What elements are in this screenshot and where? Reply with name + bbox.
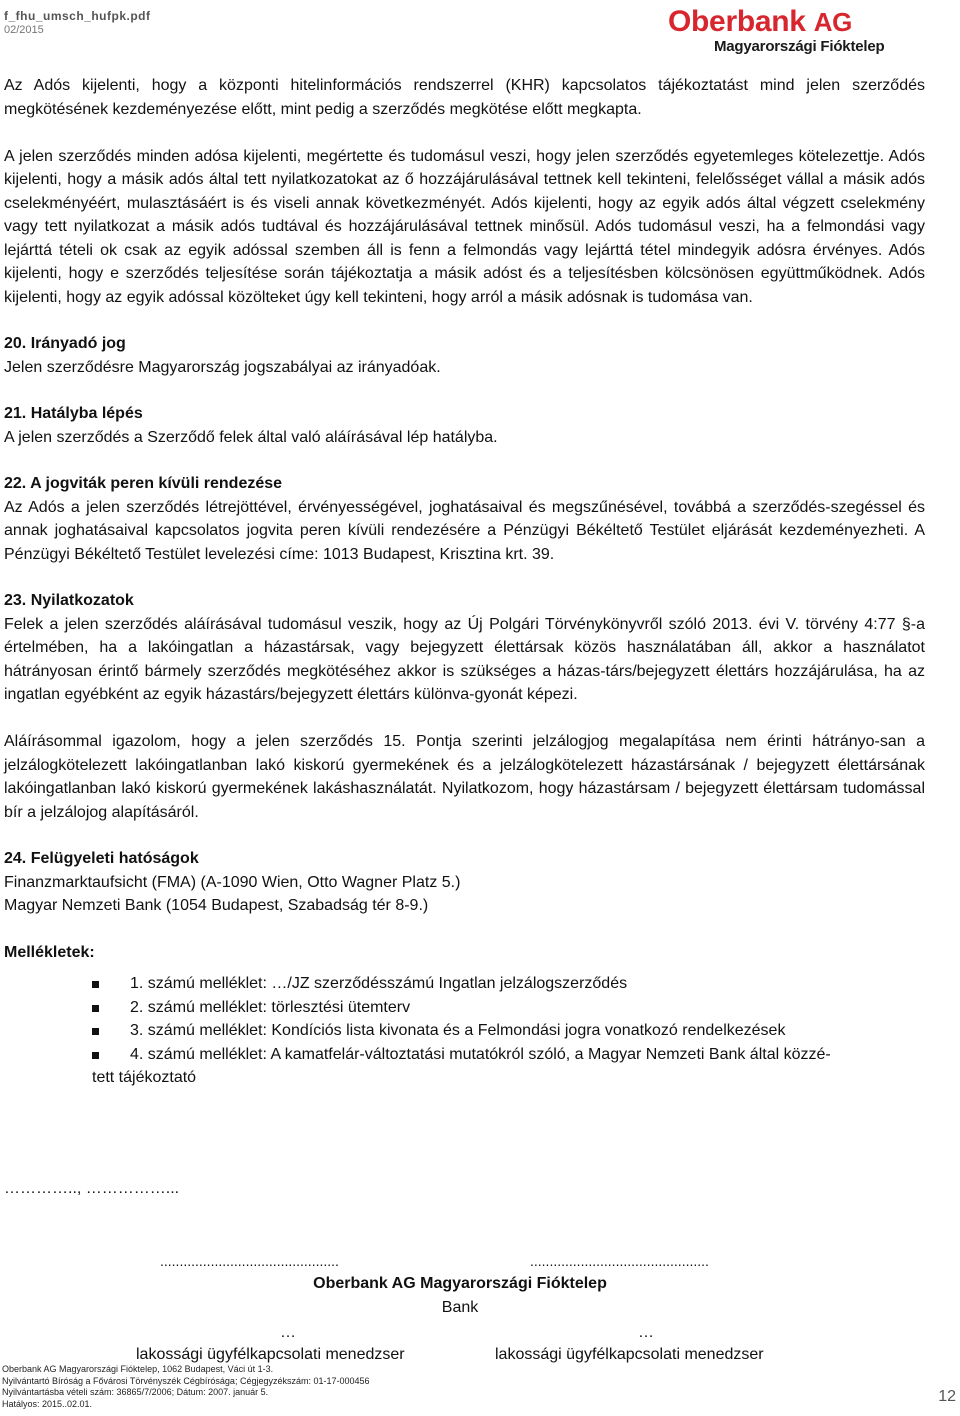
oberbank-logo	[668, 5, 930, 55]
list-item	[4, 1019, 925, 1043]
page-number: 12	[938, 1388, 956, 1405]
section-21-body: A jelen szerződés a Szerződő felek által való aláírásával lép hatályba.	[4, 428, 498, 446]
authority-mnb: Magyar Nemzeti Bank (1054 Budapest, Szabadság tér 8-9.)	[4, 897, 429, 914]
paragraph-joint-debtors: A jelen szerződés minden adósa kijelenti, megértette és tudomásul veszi, hogy jelen szerződés egyetemleges kötelezettje. Adós kijelenti, hogy a másik adós által tett nyilatkozatokat az ő hozzájárulásával tettnek kell tekinteni, felelősséget vállal a másik adós cselekményéért, mulasztásáért is és viseli annak következményét. Adós kijelenti, hogy az egyik adós által végzett cselekmény vagy tett nyilatkozat a másik adós tudtával és hozzájárulásával tettnek minősül. Adós tudomásul veszi, ha a felmondási vagy lejárttá tételi ok csak az egyik adóssal szemben áll is fenn a felmondás vagy lejárttá tétel mindegyik adósra érvényes. Adós kijelenti, hogy e szerződés teljesítése során tájékoztatja a másik adóst és a teljesítésben kölcsönösen együttműködnek. Adós kijelenti, hogy az egyik adóssal közölteket úgy kell tekinteni, hogy arról a másik adósnak is tudomása van.	[4, 147, 925, 306]
section-22-body: Az Adós a jelen szerződés létrejöttével, érvényességével, joghatásaival és megszűnésével, továbbá a szerződés-szegéssel és annak joghatásaival kapcsolatos jogvita peren kívüli rendezésére a Pénzügyi Békéltető Testület eljárását kezdeményezheti. A Pénzügyi Békéltető Testület levelezési címe: 1013 Budapest, Krisztina krt. 39.	[4, 498, 925, 563]
attachments-title: Mellékletek:	[4, 943, 95, 961]
bullet-icon	[92, 1005, 99, 1012]
list-item	[4, 972, 925, 996]
signature-line-right: ..............................................	[530, 1253, 709, 1269]
list-item	[4, 1043, 925, 1090]
footer-address: Oberbank AG Magyarországi Fióktelep, 1062 Budapest, Váci út 1-3.	[2, 1364, 274, 1374]
list-item	[4, 996, 925, 1020]
section-20	[4, 332, 925, 379]
signature-ellipsis-right: …	[638, 1324, 654, 1341]
footer-effective: Hatályos: 2015..02.01.	[2, 1398, 93, 1409]
section-23-body: Felek a jelen szerződés aláírásával tudomásul veszik, hogy az Új Polgári Törvénykönyvről szóló 2013. évi V. törvény 4:77 §-a értelmében, ha a lakóingatlan a házastársak, vagy bejegyzett élettársak közös használatában áll, akkor a használatot hátrányosan érintő bármely szerződés megkötéséhez akkor is szükséges a házas-társ/bejegyzett élettárs hozzájárulása, ha az ingatlan egyébként az egyik házastárs/bejegyzett élettárs különva-gyonát képezi.	[4, 615, 925, 703]
attachment-label: 3. számú melléklet: Kondíciós lista kivonata és a Felmondási jogra vonatkozó rendelkezések	[130, 1022, 786, 1039]
signature-ellipsis-left: …	[280, 1324, 296, 1341]
signature-line-left: ..............................................	[160, 1253, 339, 1269]
signature-bank-label: Bank	[441, 1299, 479, 1316]
place-date-field: ………….., ……………...	[4, 1180, 180, 1197]
section-24	[4, 847, 925, 918]
document-body	[4, 74, 925, 1090]
section-21-title: 21. Hatályba lépés	[4, 405, 143, 422]
footer	[2, 1364, 370, 1410]
logo-ag-text: AG	[813, 7, 853, 37]
signature-bank-name: Oberbank AG Magyarországi Fióktelep	[313, 1275, 607, 1292]
attachment-label: 2. számú melléklet: törlesztési ütemterv	[130, 998, 411, 1016]
logo-subtitle: Magyarországi Fióktelep	[714, 38, 885, 55]
paragraph-khr: Az Adós kijelenti, hogy a központi hitelinformációs rendszerrel (KHR) kapcsolatos tájékoztatást mind jelen szerződés megkötésének kezdeményezése előtt, mint pedig a szerződés megkötése előtt megkapta.	[4, 77, 925, 118]
section-24-title: 24. Felügyeleti hatóságok	[4, 850, 199, 867]
attachment-label: 1. számú melléklet: …/JZ szerződésszámú Ingatlan jelzálogszerződés	[130, 975, 628, 992]
section-20-body: Jelen szerződésre Magyarország jogszabályai az irányadóak.	[4, 358, 441, 376]
bullet-icon	[92, 1028, 99, 1035]
logo-main-text: Oberbank	[668, 5, 806, 38]
section-22	[4, 472, 925, 566]
footer-registration: Nyilvántartásba vételi szám: 36865/7/2006; Dátum: 2007. január 5.	[2, 1387, 269, 1397]
signature-role-right: lakossági ügyfélkapcsolati menedzser	[495, 1346, 764, 1363]
attachment-label: 4. számú melléklet: A kamatfelár-változtatási mutatókról szóló, a Magyar Nemzeti Bank által közzé-	[130, 1045, 831, 1063]
header-filename: f_fhu_umsch_hufpk.pdf	[4, 9, 151, 23]
attachment-label-continued: tett tájékoztató	[92, 1069, 197, 1086]
bullet-icon	[92, 981, 99, 988]
signature-role-left: lakossági ügyfélkapcsolati menedzser	[136, 1346, 405, 1363]
attachments	[4, 941, 925, 1090]
section-21	[4, 402, 925, 449]
authority-fma: Finanzmarktaufsicht (FMA) (A-1090 Wien, Otto Wagner Platz 5.)	[4, 873, 461, 891]
section-22-title: 22. A jogviták peren kívüli rendezése	[4, 475, 283, 492]
attachments-list	[4, 972, 925, 1090]
footer-court: Nyilvántartó Bíróság a Fővárosi Törvényszék Cégbírósága; Cégjegyzékszám: 01-17-000456	[2, 1375, 370, 1386]
bullet-icon	[92, 1052, 99, 1059]
section-20-title: 20. Irányadó jog	[4, 335, 126, 352]
header-date: 02/2015	[4, 24, 44, 36]
section-23-title: 23. Nyilatkozatok	[4, 592, 134, 609]
logo-wordmark	[668, 5, 852, 39]
section-23-body-2: Aláírásommal igazolom, hogy a jelen szerződés 15. Pontja szerinti jelzálogjog megalapítása nem érinti hátrányo-san a jelzálogkötelezett lakóingatlanban lakó kiskorú gyermekének és a jelzálogkötelezett házastársának / bejegyzett élettársának lakóingatlanban lakó kiskorú gyermekének lakáshasználatát. Nyilatkozom, hogy házastársam / bejegyzett élettársam tudomással bír a jelzálojog alapításáról.	[4, 733, 925, 821]
section-23	[4, 589, 925, 824]
